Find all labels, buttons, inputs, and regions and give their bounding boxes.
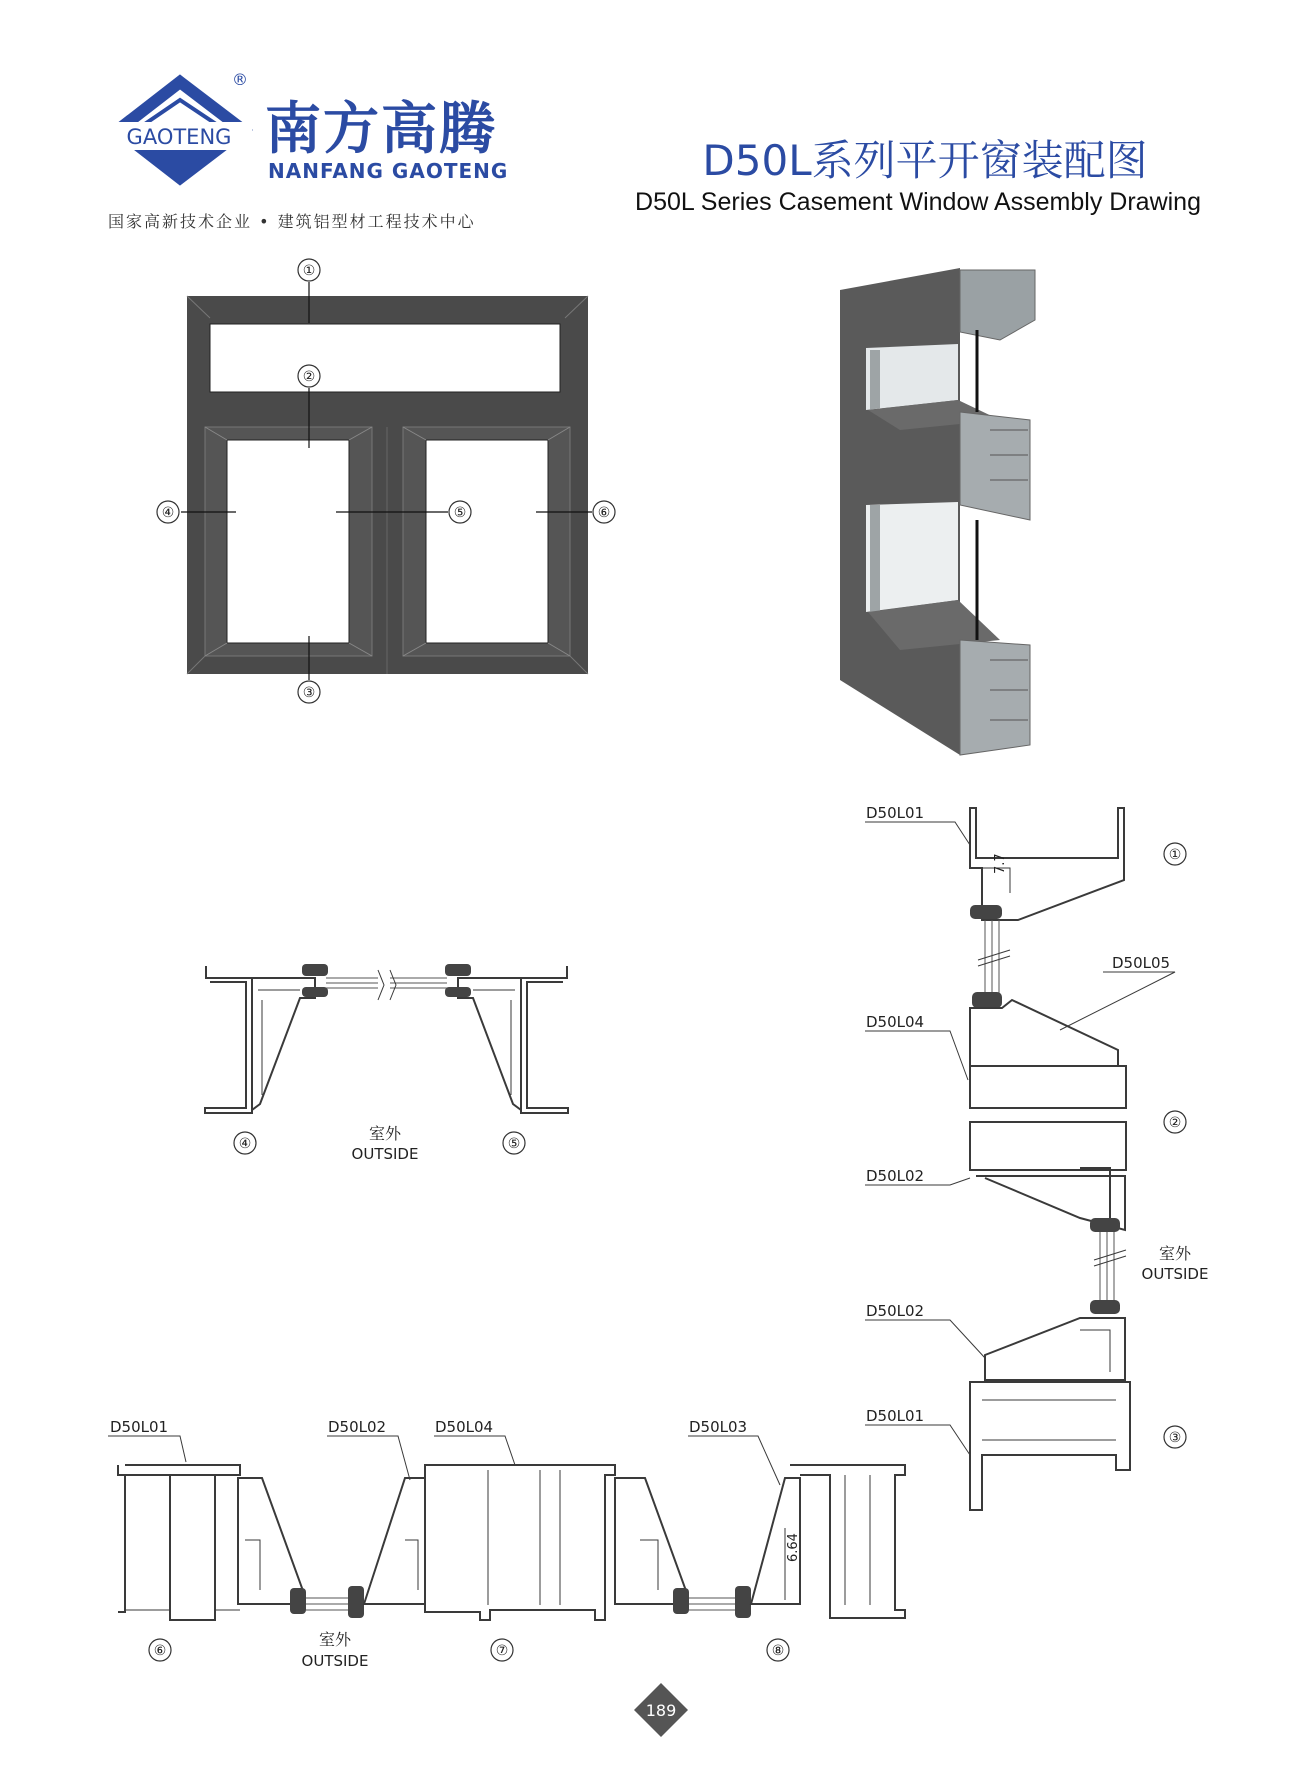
brand-name-cn: 南方高腾 [265, 97, 497, 162]
hs-label-d50l01: D50L01 [110, 1418, 169, 1436]
vs-label-d50l01-bottom: D50L01 [866, 1407, 925, 1425]
window-elevation [157, 259, 615, 703]
svg-text:⑤: ⑤ [453, 505, 467, 521]
hs-label-d50l04: D50L04 [435, 1418, 494, 1436]
page-number: 189 [645, 1701, 677, 1720]
elevation-marker-4 [157, 501, 179, 523]
vs-label-d50l04: D50L04 [866, 1013, 925, 1031]
svg-text:②: ② [302, 369, 316, 385]
vs-label-d50l05: D50L05 [1112, 954, 1171, 972]
elevation-marker-2 [298, 365, 320, 387]
hs-label-d50l03: D50L03 [689, 1418, 748, 1436]
outside-en-a: OUTSIDE [351, 1145, 419, 1163]
vs-marker-2 [1164, 1111, 1186, 1133]
vs-marker-1 [1164, 843, 1186, 865]
title-block [635, 136, 1201, 216]
svg-text:⑧: ⑧ [771, 1643, 785, 1659]
outside-cn-vs: 室外 [1158, 1244, 1192, 1263]
dim-6-64: 6.64 [786, 1533, 801, 1562]
svg-text:⑤: ⑤ [507, 1136, 521, 1152]
elevation-marker-5 [449, 501, 471, 523]
elevation-marker-1 [298, 259, 320, 281]
left-glass [227, 440, 349, 643]
svg-text:⑥: ⑥ [153, 1643, 167, 1659]
hs-label-d50l02: D50L02 [328, 1418, 387, 1436]
outside-cn-a: 室外 [368, 1124, 402, 1143]
registered-mark: ® [232, 70, 248, 89]
outside-cn-b: 室外 [318, 1630, 352, 1649]
gaoteng-logo-icon [106, 82, 252, 178]
dim-7-7: 7.7 [993, 853, 1008, 874]
svg-text:④: ④ [161, 505, 175, 521]
svg-text:⑦: ⑦ [495, 1643, 509, 1659]
horizontal-section-b [108, 1418, 905, 1670]
svg-text:③: ③ [302, 685, 316, 701]
right-glass [426, 440, 548, 643]
outside-en-b: OUTSIDE [301, 1652, 369, 1670]
profile-3d-render [840, 268, 1035, 755]
section-a-marker-4 [234, 1132, 256, 1154]
logo-text: GAOTENG [126, 125, 232, 149]
svg-text:①: ① [1168, 847, 1182, 863]
svg-text:③: ③ [1168, 1430, 1182, 1446]
section-a-marker-5 [503, 1132, 525, 1154]
vs-marker-3 [1164, 1426, 1186, 1448]
horizontal-section-a [205, 964, 568, 1163]
title-cn: D50L系列平开窗装配图 [702, 136, 1148, 185]
vertical-section [865, 804, 1208, 1510]
svg-text:①: ① [302, 263, 316, 279]
hs-marker-6 [149, 1639, 171, 1661]
vs-label-d50l02-upper: D50L02 [866, 1167, 925, 1185]
brand-header [106, 70, 508, 231]
elevation-marker-6 [593, 501, 615, 523]
transom-glass [210, 324, 560, 392]
page-number-badge [634, 1683, 688, 1737]
svg-text:⑥: ⑥ [597, 505, 611, 521]
brand-name-en: NANFANG GAOTENG [268, 159, 509, 183]
hs-marker-7 [491, 1639, 513, 1661]
elevation-marker-3 [298, 681, 320, 703]
vs-label-d50l02-lower: D50L02 [866, 1302, 925, 1320]
title-en: D50L Series Casement Window Assembly Drawing [635, 188, 1201, 216]
brand-tagline: 国家高新技术企业 • 建筑铝型材工程技术中心 [108, 212, 476, 231]
svg-text:④: ④ [238, 1136, 252, 1152]
hs-marker-8 [767, 1639, 789, 1661]
outside-en-vs: OUTSIDE [1141, 1265, 1209, 1283]
svg-text:②: ② [1168, 1115, 1182, 1131]
vs-label-d50l01-top: D50L01 [866, 804, 925, 822]
